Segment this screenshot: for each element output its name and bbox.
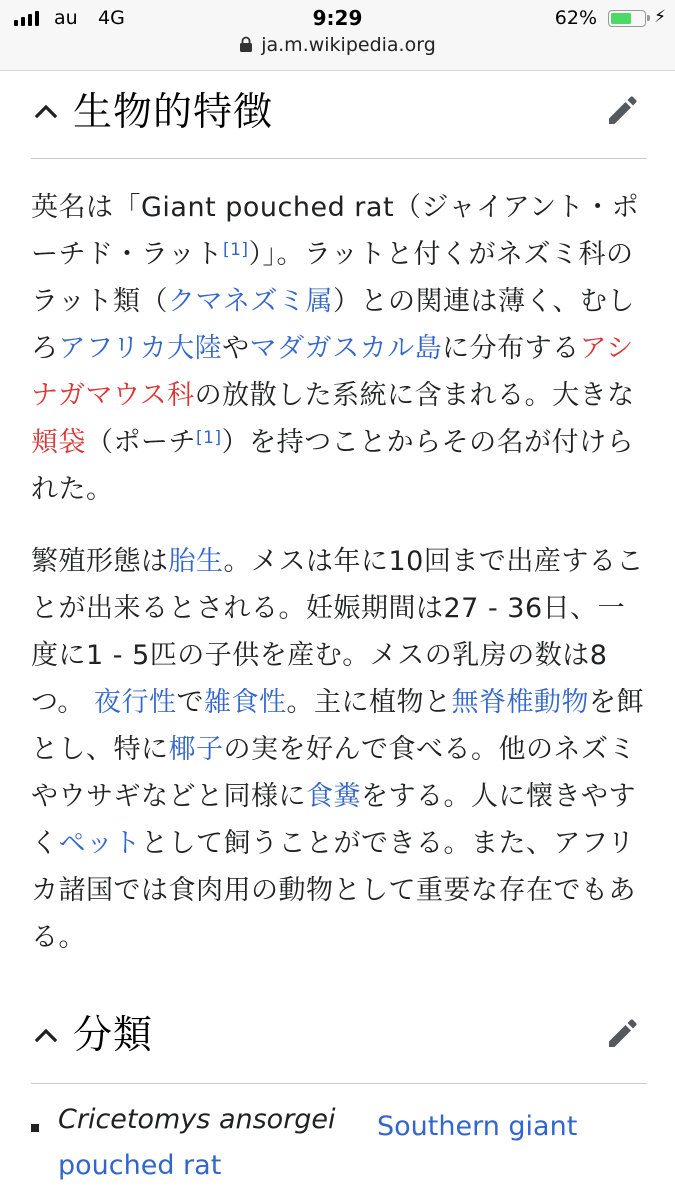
section-title: 分類 [73,1013,154,1058]
status-time: 9:29 [312,6,363,30]
lock-icon [239,36,253,53]
section-title: 生物的特徴 [73,90,274,135]
text: や [222,333,250,364]
address-bar[interactable] [0,34,675,56]
redlink-nesomyidae[interactable]: アシナガマウス科 [31,333,634,411]
citation-link[interactable]: [1] [196,428,222,448]
link-madagascar[interactable]: マダガスカル島 [249,333,443,364]
browser-top-bar [0,0,675,71]
list-item [31,1104,647,1204]
charging-icon: ⚡︎ [654,7,666,27]
text: として飼うことができる。また、アフリカ諸国では食肉用の動物として重要な存在でもある。 [31,828,636,953]
text: 繁殖形態は [31,546,169,577]
link-viviparity[interactable]: 胎生 [168,546,224,577]
battery-percent: 62% [554,7,597,29]
link-rattus[interactable]: クマネズミ属 [167,286,333,317]
section-header-biology[interactable] [31,70,647,159]
chevron-up-icon[interactable] [33,98,59,124]
text: で [176,687,205,718]
article-content [31,70,647,1204]
citation-link[interactable]: [1] [222,240,249,260]
link-coconut[interactable]: 椰子 [168,734,224,765]
text: ）を持つことからその名が付けられた。 [31,427,635,505]
text: （ポーチ [86,427,196,458]
carrier-name: au [54,7,78,29]
link-coprophagy[interactable]: 食糞 [306,781,361,812]
text: ）との関連は薄く、むしろ [31,286,635,364]
text: 英名は「Giant pouched rat（ジャイアント・ポーチド・ラット [31,192,640,270]
text: ）」。ラットと付くがネズミ科のラット類（ [31,239,634,317]
battery-icon [608,10,646,27]
link-invertebrate[interactable]: 無脊椎動物 [451,687,590,718]
text: をする。人に懐きやすく [31,781,636,859]
pencil-icon[interactable] [603,90,643,130]
network-type: 4G [98,7,125,29]
url-text: ja.m.wikipedia.org [261,34,436,56]
text: に分布する [442,333,580,364]
paragraph-english-name [31,184,647,513]
link-nocturnal[interactable]: 夜行性 [94,687,177,718]
paragraph-reproduction [31,538,647,961]
text: 。メスは年に10回まで出産することが出来るとされる。妊娠期間は27 - 36日、一度に1 - 5匹の子供を産む。メスの乳房の数は8つ。 [31,546,644,718]
species-common-name-link-cont[interactable]: pouched rat [58,1150,222,1181]
link-pet[interactable]: ペット [58,828,141,859]
text: を餌とし、特に [31,687,645,765]
bullet-icon [31,1124,39,1132]
link-omnivore[interactable]: 雑食性 [204,687,287,718]
species-common-name-link[interactable]: Southern giant [377,1111,578,1142]
status-bar [0,0,675,36]
species-scientific-name: Cricetomys ansorgei [58,1104,336,1135]
pencil-icon[interactable] [603,1013,643,1053]
text: の実を好んで食べる。他のネズミやウサギなどと同様に [31,734,636,812]
text: の放散した系統に含まれる。大きな [194,380,635,411]
section-header-taxonomy[interactable] [31,997,647,1084]
redlink-cheek-pouch[interactable]: 頬袋 [31,427,86,458]
link-africa[interactable]: アフリカ大陸 [58,333,223,364]
chevron-up-icon[interactable] [33,1022,59,1048]
text: 。主に植物と [286,687,452,718]
